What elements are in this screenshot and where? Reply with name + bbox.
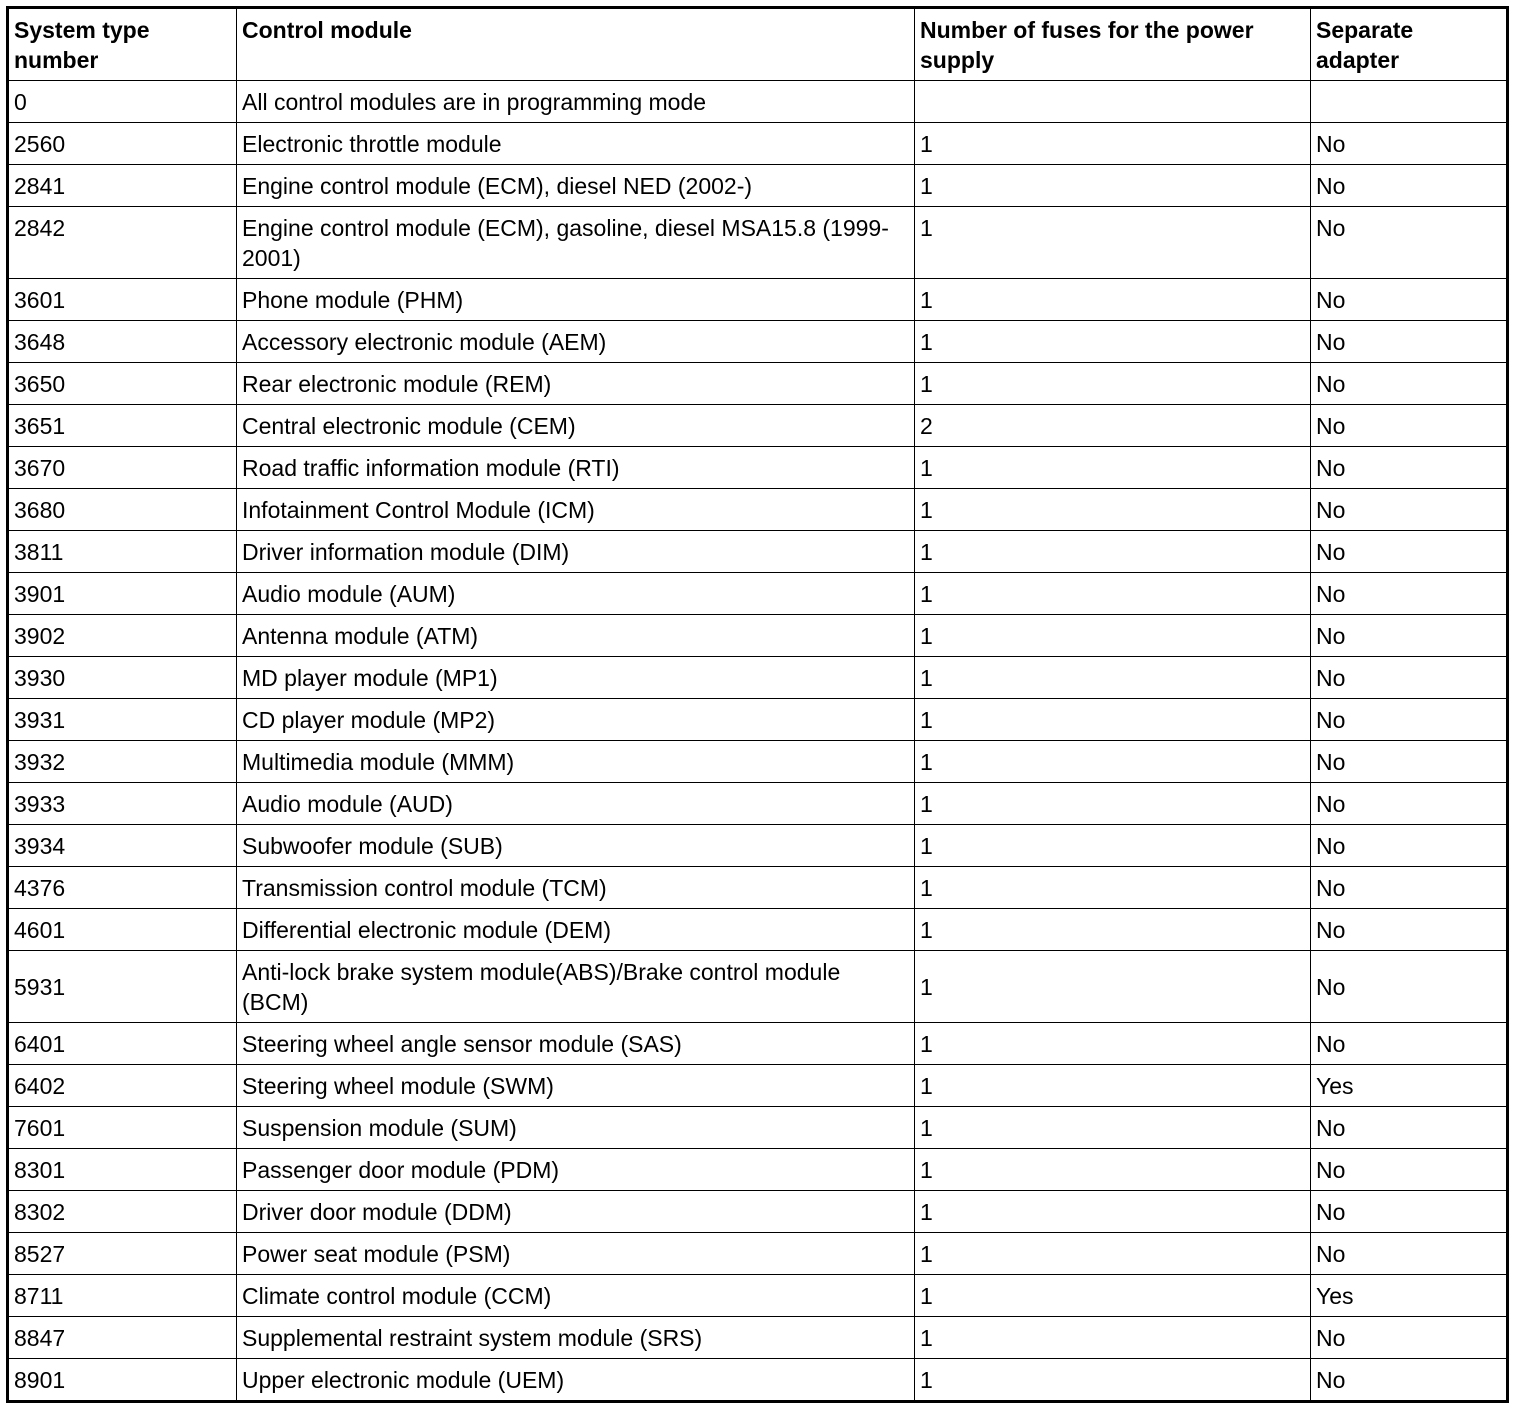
- cell-control-module: Upper electronic module (UEM): [237, 1359, 915, 1402]
- cell-separate-adapter: No: [1311, 699, 1508, 741]
- cell-fuses: 1: [915, 741, 1311, 783]
- cell-system-type: 3930: [8, 657, 237, 699]
- table-row: [8, 1233, 1508, 1275]
- cell-separate-adapter: No: [1311, 783, 1508, 825]
- cell-control-module: Steering wheel angle sensor module (SAS): [237, 1023, 915, 1065]
- cell-fuses: 1: [915, 165, 1311, 207]
- cell-system-type: 8847: [8, 1317, 237, 1359]
- table-row: [8, 1359, 1508, 1402]
- cell-control-module: Engine control module (ECM), gasoline, diesel MSA15.8 (1999-2001): [237, 207, 915, 279]
- cell-control-module: Climate control module (CCM): [237, 1275, 915, 1317]
- table-row: [8, 81, 1508, 123]
- cell-separate-adapter: No: [1311, 657, 1508, 699]
- cell-control-module: Central electronic module (CEM): [237, 405, 915, 447]
- cell-separate-adapter: No: [1311, 825, 1508, 867]
- cell-separate-adapter: No: [1311, 123, 1508, 165]
- cell-fuses: 1: [915, 207, 1311, 279]
- cell-separate-adapter: No: [1311, 1191, 1508, 1233]
- cell-fuses: 1: [915, 657, 1311, 699]
- header-control-module: Control module: [237, 8, 915, 81]
- cell-fuses: 1: [915, 447, 1311, 489]
- cell-separate-adapter: No: [1311, 867, 1508, 909]
- cell-system-type: 3932: [8, 741, 237, 783]
- cell-control-module: Power seat module (PSM): [237, 1233, 915, 1275]
- cell-fuses: 1: [915, 1233, 1311, 1275]
- cell-control-module: Subwoofer module (SUB): [237, 825, 915, 867]
- cell-fuses: 1: [915, 783, 1311, 825]
- cell-control-module: Steering wheel module (SWM): [237, 1065, 915, 1107]
- table-row: [8, 867, 1508, 909]
- table-row: [8, 321, 1508, 363]
- cell-fuses: 1: [915, 123, 1311, 165]
- cell-control-module: Passenger door module (PDM): [237, 1149, 915, 1191]
- cell-system-type: 8302: [8, 1191, 237, 1233]
- cell-separate-adapter: No: [1311, 615, 1508, 657]
- table-row: [8, 657, 1508, 699]
- cell-separate-adapter: No: [1311, 1149, 1508, 1191]
- cell-separate-adapter: No: [1311, 741, 1508, 783]
- header-fuses: Number of fuses for the power supply: [915, 8, 1311, 81]
- cell-system-type: 0: [8, 81, 237, 123]
- cell-control-module: Antenna module (ATM): [237, 615, 915, 657]
- cell-separate-adapter: Yes: [1311, 1065, 1508, 1107]
- cell-system-type: 2560: [8, 123, 237, 165]
- table-row: [8, 207, 1508, 279]
- table-row: [8, 1023, 1508, 1065]
- table-row: [8, 279, 1508, 321]
- cell-system-type: 3933: [8, 783, 237, 825]
- cell-system-type: 2842: [8, 207, 237, 279]
- cell-separate-adapter: No: [1311, 363, 1508, 405]
- cell-control-module: Engine control module (ECM), diesel NED (2002-): [237, 165, 915, 207]
- cell-system-type: 3902: [8, 615, 237, 657]
- cell-system-type: 2841: [8, 165, 237, 207]
- table-row: [8, 951, 1508, 1023]
- cell-system-type: 7601: [8, 1107, 237, 1149]
- cell-system-type: 4601: [8, 909, 237, 951]
- cell-system-type: 3648: [8, 321, 237, 363]
- cell-fuses: 1: [915, 1107, 1311, 1149]
- cell-separate-adapter: No: [1311, 207, 1508, 279]
- cell-separate-adapter: No: [1311, 1317, 1508, 1359]
- cell-separate-adapter: No: [1311, 489, 1508, 531]
- header-separate-adapter: Separate adapter: [1311, 8, 1508, 81]
- cell-control-module: Audio module (AUM): [237, 573, 915, 615]
- cell-system-type: 8301: [8, 1149, 237, 1191]
- cell-separate-adapter: No: [1311, 573, 1508, 615]
- cell-control-module: Phone module (PHM): [237, 279, 915, 321]
- cell-system-type: 4376: [8, 867, 237, 909]
- cell-fuses: 1: [915, 489, 1311, 531]
- cell-separate-adapter: No: [1311, 1107, 1508, 1149]
- table-body: [8, 81, 1508, 1402]
- table-row: [8, 165, 1508, 207]
- cell-system-type: 6401: [8, 1023, 237, 1065]
- cell-separate-adapter: No: [1311, 165, 1508, 207]
- control-module-table: [6, 6, 1509, 1403]
- cell-control-module: Anti-lock brake system module(ABS)/Brake control module (BCM): [237, 951, 915, 1023]
- cell-fuses: 1: [915, 1317, 1311, 1359]
- table-row: [8, 699, 1508, 741]
- cell-fuses: 1: [915, 279, 1311, 321]
- cell-system-type: 6402: [8, 1065, 237, 1107]
- cell-separate-adapter: No: [1311, 447, 1508, 489]
- table-row: [8, 909, 1508, 951]
- table-row: [8, 363, 1508, 405]
- table-row: [8, 783, 1508, 825]
- table-row: [8, 615, 1508, 657]
- cell-separate-adapter: No: [1311, 909, 1508, 951]
- cell-fuses: 1: [915, 1275, 1311, 1317]
- cell-control-module: Accessory electronic module (AEM): [237, 321, 915, 363]
- cell-fuses: 1: [915, 1359, 1311, 1402]
- cell-control-module: Suspension module (SUM): [237, 1107, 915, 1149]
- cell-control-module: Multimedia module (MMM): [237, 741, 915, 783]
- cell-separate-adapter: No: [1311, 1359, 1508, 1402]
- cell-fuses: 1: [915, 1065, 1311, 1107]
- table-row: [8, 123, 1508, 165]
- cell-system-type: 8901: [8, 1359, 237, 1402]
- header-system-type: System type number: [8, 8, 237, 81]
- table-row: [8, 405, 1508, 447]
- cell-system-type: 5931: [8, 951, 237, 1023]
- cell-fuses: 1: [915, 573, 1311, 615]
- cell-separate-adapter: No: [1311, 1233, 1508, 1275]
- cell-control-module: Driver door module (DDM): [237, 1191, 915, 1233]
- cell-separate-adapter: No: [1311, 279, 1508, 321]
- table-row: [8, 741, 1508, 783]
- cell-system-type: 3931: [8, 699, 237, 741]
- cell-separate-adapter: Yes: [1311, 1275, 1508, 1317]
- table-row: [8, 489, 1508, 531]
- cell-control-module: Driver information module (DIM): [237, 531, 915, 573]
- cell-separate-adapter: No: [1311, 1023, 1508, 1065]
- cell-separate-adapter: No: [1311, 531, 1508, 573]
- table-row: [8, 1149, 1508, 1191]
- cell-system-type: 3901: [8, 573, 237, 615]
- cell-fuses: 1: [915, 1149, 1311, 1191]
- table-row: [8, 825, 1508, 867]
- cell-control-module: Road traffic information module (RTI): [237, 447, 915, 489]
- cell-control-module: Differential electronic module (DEM): [237, 909, 915, 951]
- cell-fuses: 1: [915, 951, 1311, 1023]
- cell-fuses: [915, 81, 1311, 123]
- table-row: [8, 1065, 1508, 1107]
- cell-separate-adapter: [1311, 81, 1508, 123]
- cell-fuses: 1: [915, 867, 1311, 909]
- cell-fuses: 1: [915, 1023, 1311, 1065]
- cell-system-type: 3650: [8, 363, 237, 405]
- table-row: [8, 447, 1508, 489]
- table-row: [8, 1191, 1508, 1233]
- cell-system-type: 8527: [8, 1233, 237, 1275]
- cell-separate-adapter: No: [1311, 321, 1508, 363]
- cell-control-module: Infotainment Control Module (ICM): [237, 489, 915, 531]
- table-row: [8, 1107, 1508, 1149]
- table-row: [8, 1317, 1508, 1359]
- cell-separate-adapter: No: [1311, 951, 1508, 1023]
- cell-system-type: 3651: [8, 405, 237, 447]
- cell-separate-adapter: No: [1311, 405, 1508, 447]
- table-row: [8, 531, 1508, 573]
- cell-fuses: 1: [915, 825, 1311, 867]
- cell-control-module: Transmission control module (TCM): [237, 867, 915, 909]
- cell-system-type: 8711: [8, 1275, 237, 1317]
- cell-fuses: 1: [915, 699, 1311, 741]
- cell-control-module: Electronic throttle module: [237, 123, 915, 165]
- cell-system-type: 3680: [8, 489, 237, 531]
- cell-fuses: 1: [915, 363, 1311, 405]
- cell-control-module: MD player module (MP1): [237, 657, 915, 699]
- cell-fuses: 1: [915, 1191, 1311, 1233]
- cell-fuses: 1: [915, 615, 1311, 657]
- cell-control-module: Audio module (AUD): [237, 783, 915, 825]
- cell-system-type: 3670: [8, 447, 237, 489]
- cell-control-module: All control modules are in programming mode: [237, 81, 915, 123]
- cell-fuses: 1: [915, 531, 1311, 573]
- table-row: [8, 573, 1508, 615]
- cell-control-module: CD player module (MP2): [237, 699, 915, 741]
- cell-control-module: Rear electronic module (REM): [237, 363, 915, 405]
- cell-system-type: 3934: [8, 825, 237, 867]
- cell-fuses: 1: [915, 321, 1311, 363]
- cell-system-type: 3601: [8, 279, 237, 321]
- table-row: [8, 1275, 1508, 1317]
- cell-fuses: 2: [915, 405, 1311, 447]
- header-row: [8, 8, 1508, 81]
- cell-control-module: Supplemental restraint system module (SRS): [237, 1317, 915, 1359]
- cell-fuses: 1: [915, 909, 1311, 951]
- cell-system-type: 3811: [8, 531, 237, 573]
